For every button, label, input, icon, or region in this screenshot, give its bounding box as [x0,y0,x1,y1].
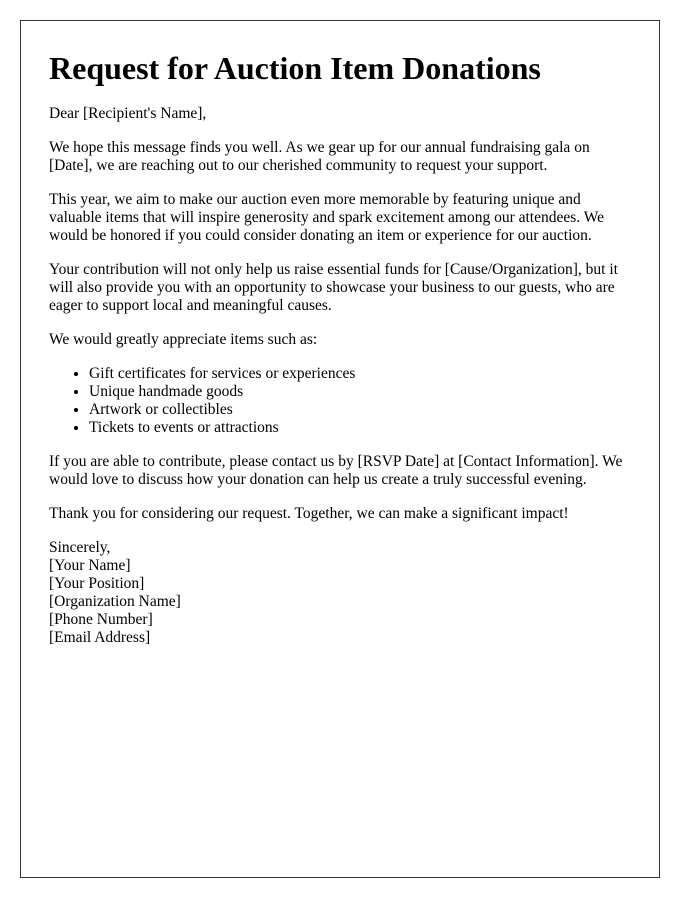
suggested-items-list [49,365,631,437]
salutation: Dear [Recipient's Name], [49,105,207,122]
list-item: • Artwork or collectibles [89,401,631,419]
signature-block [49,539,631,647]
list-item: • Tickets to events or attractions [89,419,631,437]
intro-paragraph: We hope this message finds you well. As we gear up for our annual fundraising gala on [Date], we are reaching out to our cherished community to request your support. [49,139,590,174]
auction-paragraph: This year, we aim to make our auction even more memorable by featuring unique and valuable items that will inspire generosity and spark excitement among our attendees. We would be honored if you could consider donating an item or experience for our auction. [49,191,605,244]
letter-page [20,20,660,878]
letter-title: Request for Auction Item Donations [49,50,541,86]
organization-name: [Organization Name] [49,593,181,610]
email-address: [Email Address] [49,629,151,646]
list-item: • Gift certificates for services or experiences [89,365,631,383]
sender-name: [Your Name] [49,557,131,574]
sender-position: [Your Position] [49,575,145,592]
thanks-paragraph: Thank you for considering our request. Together, we can make a significant impact! [49,505,569,522]
list-item: • Unique handmade goods [89,383,631,401]
contact-paragraph: If you are able to contribute, please contact us by [RSVP Date] at [Contact Information]. We would love to discuss how your donation can help us create a truly successful evening. [49,453,623,488]
phone-number: [Phone Number] [49,611,153,628]
signoff: Sincerely, [49,539,111,556]
contribution-paragraph: Your contribution will not only help us raise essential funds for [Cause/Organization], but it will also provide you with an opportunity to showcase your business to our guests, who are eager to support local and meaningful causes. [49,261,618,314]
items-intro-paragraph: We would greatly appreciate items such as: [49,331,318,348]
